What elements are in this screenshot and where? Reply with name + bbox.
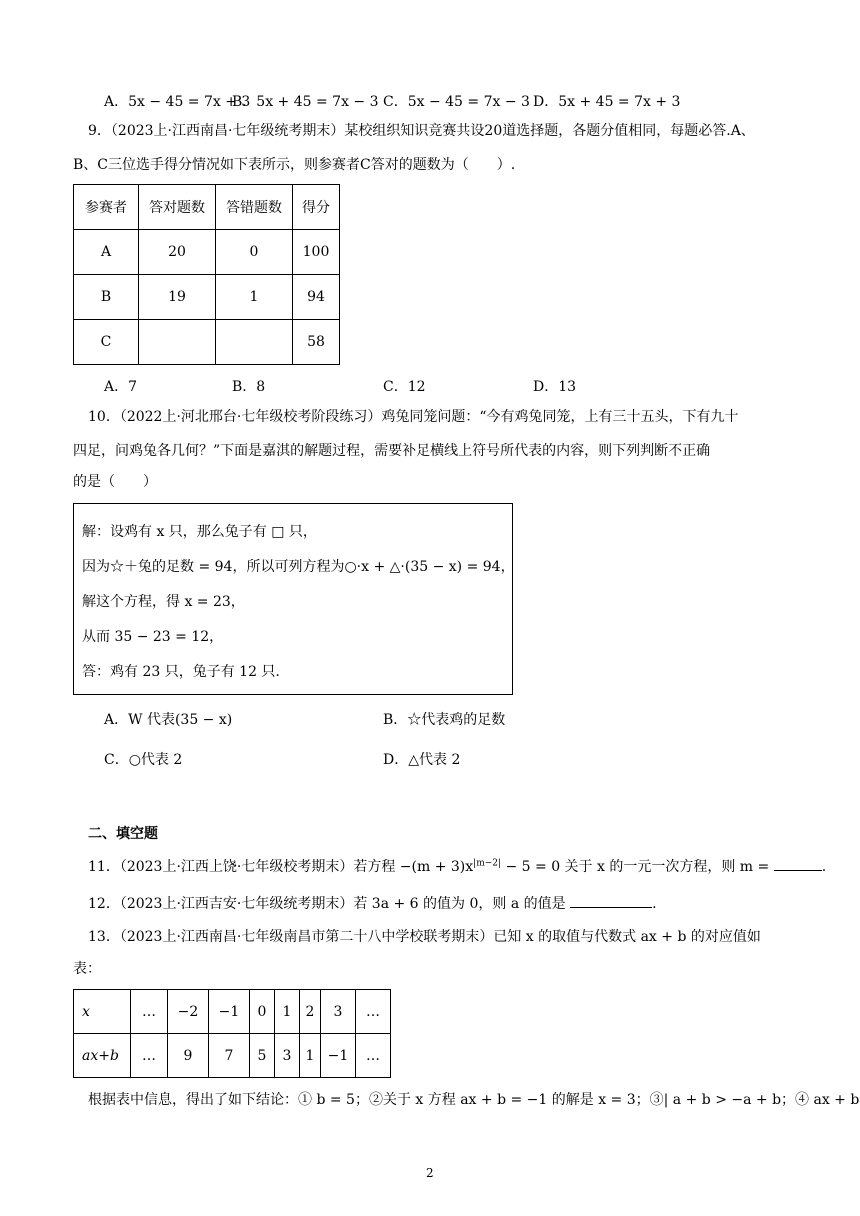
table-cell: 5	[250, 1034, 275, 1078]
table-row	[74, 275, 340, 320]
solution-line-2: 因为☆＋兔的足数 = 94，所以可列方程为○·x + △·(35 − x) = 94，	[82, 559, 515, 575]
q13-line-3: 根据表中信息，得出了如下结论：① b = 5；②关于 x 方程 ax + b = −1 的解是 x = 3；③| a + b > −a + b；④ ax + b	[88, 1092, 860, 1108]
q9-table	[73, 184, 340, 365]
table-cell: …	[131, 1034, 168, 1078]
solution-line-4: 从而 35 − 23 = 12，	[82, 629, 224, 645]
table-cell: 0	[250, 990, 275, 1034]
q11-end: .	[821, 859, 827, 875]
table-cell: A	[74, 230, 139, 275]
table-cell: 0	[216, 230, 293, 275]
table-cell: −1	[209, 990, 250, 1034]
table-cell: 94	[293, 275, 340, 320]
q10-option-b: B．☆代表鸡的足数	[383, 712, 506, 728]
q10-option-a: A．W 代表(35 − x)	[104, 712, 233, 728]
solution-line-5: 答：鸡有 23 只，兔子有 12 只.	[82, 664, 280, 680]
q9-line-2: B、C三位选手得分情况如下表所示，则参赛者C答对的题数为（ ）.	[73, 157, 516, 173]
q9-option-b: B．8	[232, 379, 266, 395]
table-row	[74, 320, 340, 365]
q9-header-wrong: 答错题数	[216, 185, 293, 230]
q11-answer-blank[interactable]	[774, 856, 822, 871]
q9-option-d: D．13	[533, 379, 577, 395]
table-cell: −2	[168, 990, 209, 1034]
q13-table	[73, 989, 391, 1078]
table-cell: …	[356, 1034, 391, 1078]
q8-option-b: B．5x + 45 = 7x − 3	[232, 94, 379, 110]
table-cell: x	[74, 990, 131, 1034]
q11-text: 11．（2023上·江西上饶·七年级校考期末）若方程 −(m + 3)x	[88, 859, 474, 875]
table-cell: 1	[216, 275, 293, 320]
q10-line-2: 四足，问鸡兔各几何？”下面是嘉淇的解题过程，需要补足横线上符号所代表的内容，则下列判断不正确	[73, 443, 711, 459]
q10-solution-box	[73, 503, 513, 695]
q11-text-2: − 5 = 0 关于 x 的一元一次方程，则 m =	[501, 859, 770, 875]
q10-option-d: D．△代表 2	[383, 752, 461, 768]
table-cell	[139, 320, 216, 365]
table-row	[74, 230, 340, 275]
table-cell: 19	[139, 275, 216, 320]
section-title: 二、填空题	[88, 826, 158, 842]
page-number: 2	[426, 1166, 434, 1180]
q8-option-c: C．5x − 45 = 7x − 3	[383, 94, 530, 110]
table-cell: 100	[293, 230, 340, 275]
q9-header-score: 得分	[293, 185, 340, 230]
table-cell: 3	[321, 990, 356, 1034]
table-cell: C	[74, 320, 139, 365]
q11	[88, 856, 826, 876]
q9-line-1: 9．（2023上·江西南昌·七年级统考期末）某校组织知识竞赛共设20道选择题，各题分值相同，每题必答.A、	[88, 123, 755, 139]
table-cell: 9	[168, 1034, 209, 1078]
q11-exponent: |m−2|	[473, 858, 502, 869]
q12-text: 12．（2023上·江西吉安·七年级统考期末）若 3a + 6 的值为 0，则 a 的值是	[88, 896, 566, 912]
q12	[88, 893, 657, 913]
q12-end: .	[652, 896, 657, 912]
q10-line-3: 的是（ ）	[73, 474, 157, 490]
q9-option-a: A．7	[104, 379, 138, 395]
table-cell: 3	[275, 1034, 300, 1078]
q9-header-participant: 参赛者	[74, 185, 139, 230]
q8-option-d: D．5x + 45 = 7x + 3	[533, 94, 681, 110]
table-cell: …	[131, 990, 168, 1034]
table-cell: …	[356, 990, 391, 1034]
table-row	[74, 990, 391, 1034]
q13-line-2: 表：	[73, 961, 101, 977]
q12-answer-blank[interactable]	[570, 893, 652, 908]
table-cell: B	[74, 275, 139, 320]
table-cell: 20	[139, 230, 216, 275]
table-cell: 2	[300, 990, 321, 1034]
table-cell	[216, 320, 293, 365]
table-cell: 7	[209, 1034, 250, 1078]
table-cell: 1	[300, 1034, 321, 1078]
q8-option-a: A．5x − 45 = 7x + 3	[104, 94, 251, 110]
solution-line-3: 解这个方程，得 x = 23，	[82, 594, 245, 610]
table-cell: 58	[293, 320, 340, 365]
solution-line-1: 解：设鸡有 x 只，那么兔子有 □ 只，	[82, 524, 317, 540]
q10-line-1: 10．（2022上·河北邢台·七年级校考阶段练习）鸡兔同笼问题：“今有鸡兔同笼，上有三十五头，下有九十	[88, 409, 739, 425]
table-cell: 1	[275, 990, 300, 1034]
q13-line-1: 13．（2023上·江西南昌·七年级南昌市第二十八中学校联考期末）已知 x 的取值与代数式 ax + b 的对应值如	[88, 929, 761, 945]
q9-header-correct: 答对题数	[139, 185, 216, 230]
q10-option-c: C．○代表 2	[104, 752, 183, 768]
q9-option-c: C．12	[383, 379, 426, 395]
table-row	[74, 1034, 391, 1078]
table-cell: −1	[321, 1034, 356, 1078]
table-cell: ax+b	[74, 1034, 131, 1078]
